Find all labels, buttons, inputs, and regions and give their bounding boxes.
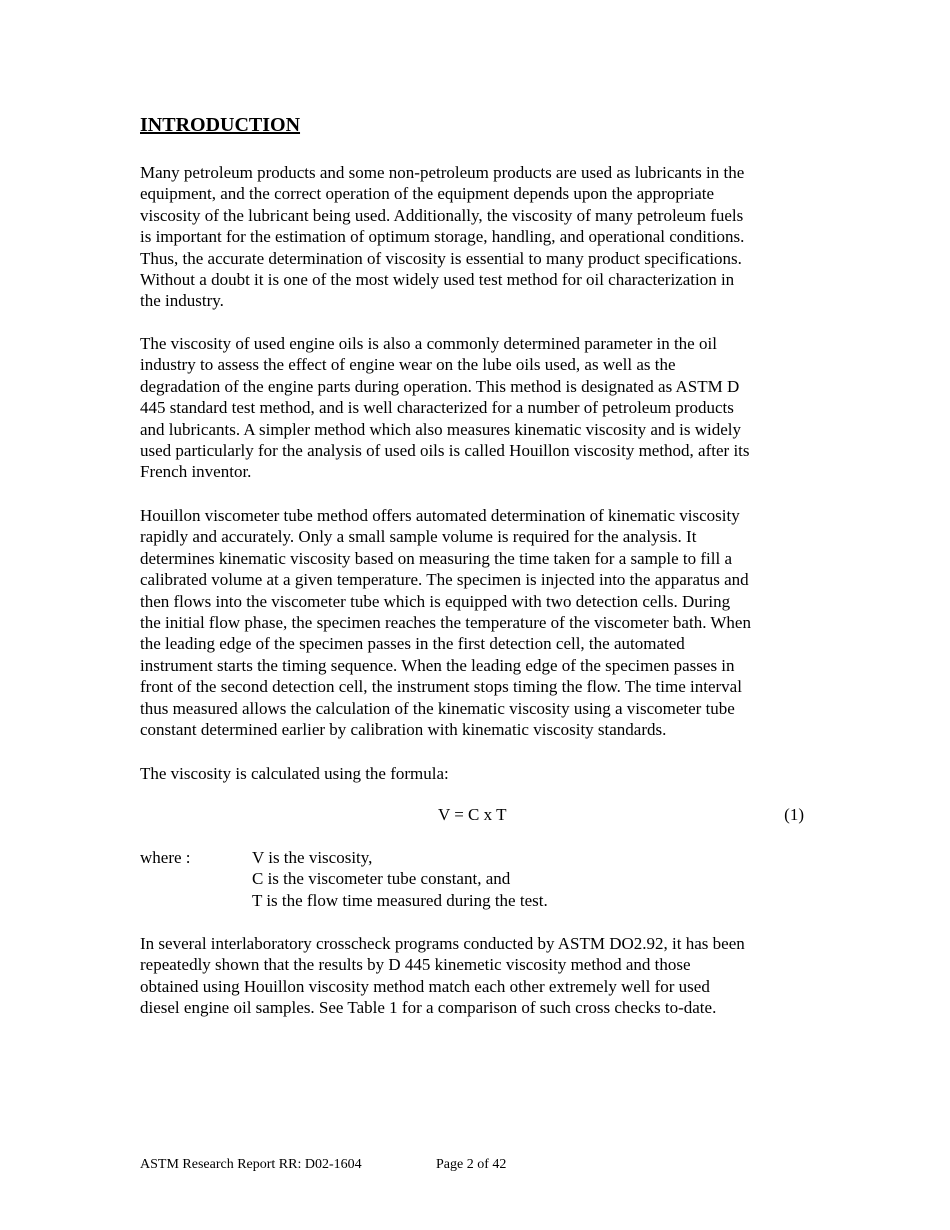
paragraph-line: industry to assess the effect of engine wear on the lube oils used, as well as the xyxy=(140,355,676,375)
section-heading: INTRODUCTION xyxy=(140,114,301,136)
paragraph-line: instrument starts the timing sequence. When the leading edge of the specimen passes in xyxy=(140,655,735,675)
paragraph-line: Houillon viscometer tube method offers automated determination of kinematic viscosity xyxy=(140,506,740,525)
paragraph-line: equipment, and the correct operation of the equipment depends upon the appropriate xyxy=(140,184,715,204)
paragraph-line: repeatedly shown that the results by D 445 kinemetic viscosity method and those xyxy=(140,955,691,975)
paragraph-line: front of the second detection cell, the instrument stops timing the flow. The time interval xyxy=(140,677,742,697)
variable-definition: C is the viscometer tube constant, and xyxy=(252,869,511,889)
paragraph-line: rapidly and accurately. Only a small sample volume is required for the analysis. It xyxy=(140,527,697,547)
paragraph-line: is important for the estimation of optimum storage, handling, and operational conditions. xyxy=(140,227,745,247)
paragraph-line: obtained using Houillon viscosity method match each other extremely well for used xyxy=(140,976,710,996)
formula-block xyxy=(140,804,804,826)
paragraph-line: French inventor. xyxy=(140,462,252,482)
paragraph-line: In several interlaboratory crosscheck programs conducted by ASTM DO2.92, it has been xyxy=(140,934,745,953)
page-number: Page 2 of 42 xyxy=(436,1157,507,1172)
paragraph-line: the leading edge of the specimen passes in the first detection cell, the automated xyxy=(140,634,685,654)
paragraph-line: determines kinematic viscosity based on measuring the time taken for a sample to fill a xyxy=(140,548,732,568)
where-label: where : xyxy=(140,848,191,867)
paragraph-crosscheck xyxy=(140,933,820,1019)
paragraph-line: used particularly for the analysis of used oils is called Houillon viscosity method, after its xyxy=(140,441,750,461)
paragraph-line: the industry. xyxy=(140,291,224,311)
paragraph-intro xyxy=(140,162,820,312)
paragraph-line: Many petroleum products and some non-petroleum products are used as lubricants in the xyxy=(140,163,745,182)
paragraph-line: thus measured allows the calculation of the kinematic viscosity using a viscometer tube xyxy=(140,698,735,718)
paragraph-line: calibrated volume at a given temperature. The specimen is injected into the apparatus and xyxy=(140,570,749,590)
paragraph-line: viscosity of the lubricant being used. Additionally, the viscosity of many petroleum fuels xyxy=(140,205,744,225)
formula-expression: V = C x T xyxy=(438,805,507,824)
paragraph-line: constant determined earlier by calibration with kinematic viscosity standards. xyxy=(140,720,667,740)
paragraph-line: diesel engine oil samples. See Table 1 for a comparison of such cross checks to-date. xyxy=(140,998,717,1018)
paragraph-line: the initial flow phase, the specimen reaches the temperature of the viscometer bath. When xyxy=(140,613,751,633)
variable-definition: V is the viscosity, xyxy=(252,848,373,867)
paragraph-used-oils xyxy=(140,333,820,483)
paragraph-line: 445 standard test method, and is well characterized for a number of petroleum products xyxy=(140,398,734,418)
paragraph-line: The viscosity of used engine oils is also a commonly determined parameter in the oil xyxy=(140,334,717,353)
paragraph-houillon-method xyxy=(140,505,820,740)
variable-definition: T is the flow time measured during the test. xyxy=(252,890,548,910)
paragraph-line: Thus, the accurate determination of viscosity is essential to many product specifications. xyxy=(140,248,742,268)
paragraph-line: and lubricants. A simpler method which also measures kinematic viscosity and is widely xyxy=(140,419,742,439)
variable-definitions-list xyxy=(252,847,548,911)
paragraph-line: The viscosity is calculated using the formula: xyxy=(140,764,449,783)
paragraph-line: degradation of the engine parts during operation. This method is designated as ASTM D xyxy=(140,376,740,396)
paragraph-line: then flows into the viscometer tube which is equipped with two detection cells. During xyxy=(140,591,731,611)
paragraph-formula-intro xyxy=(140,763,820,784)
paragraph-line: Without a doubt it is one of the most widely used test method for oil characterization in xyxy=(140,270,735,290)
equation-number: (1) xyxy=(784,805,804,824)
report-number: ASTM Research Report RR: D02-1604 xyxy=(140,1157,362,1172)
